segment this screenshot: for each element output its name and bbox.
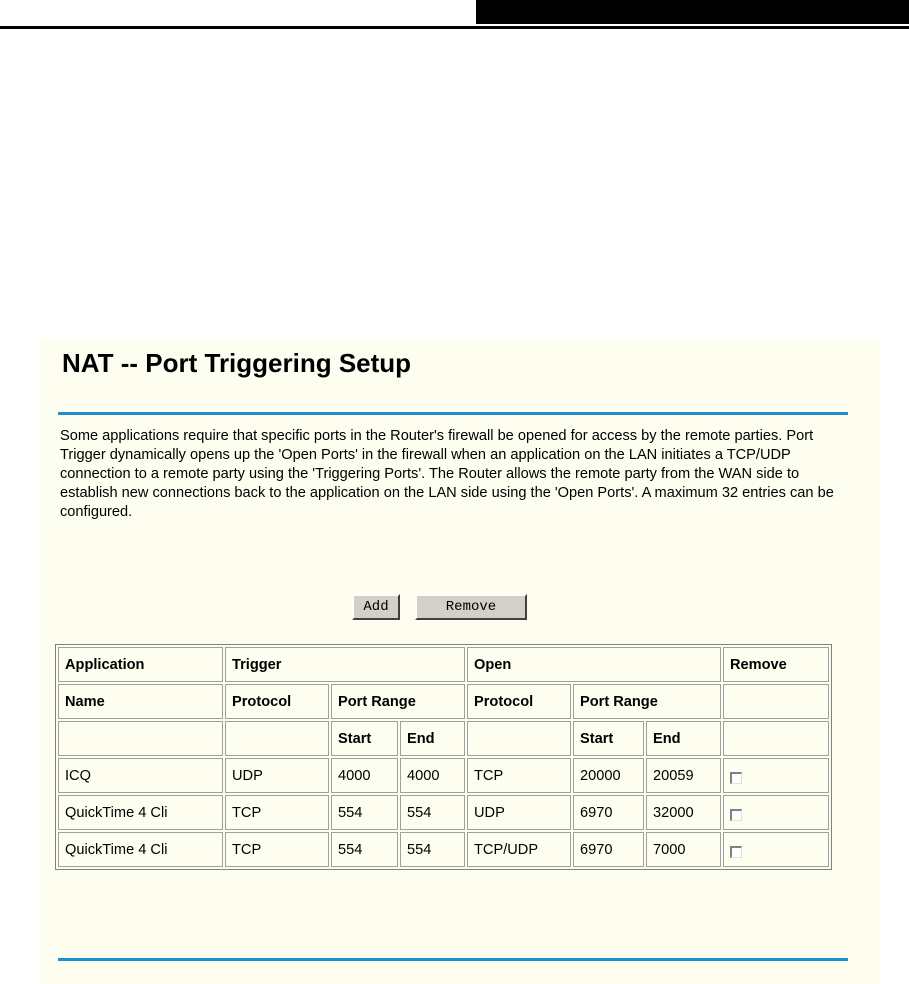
header-rule <box>0 26 909 29</box>
col-name: Name <box>58 684 223 719</box>
cell-trigger-protocol: UDP <box>225 758 329 793</box>
cell-trigger-end: 554 <box>400 795 465 830</box>
cell-open-end: 7000 <box>646 832 721 867</box>
cell-trigger-start: 554 <box>331 832 398 867</box>
port-triggering-table <box>55 644 832 870</box>
header-black-bar <box>476 0 909 24</box>
cell-remove <box>723 758 829 793</box>
header-row <box>58 721 829 756</box>
col-trigger-protocol: Protocol <box>225 684 329 719</box>
empty-cell <box>225 721 329 756</box>
table-row <box>58 832 829 867</box>
header-row <box>58 684 829 719</box>
empty-cell <box>723 721 829 756</box>
cell-open-start: 6970 <box>573 832 644 867</box>
cell-remove <box>723 795 829 830</box>
add-button[interactable]: Add <box>352 594 400 620</box>
col-open-port-range: Port Range <box>573 684 721 719</box>
col-open-start: Start <box>573 721 644 756</box>
col-application: Application <box>58 647 223 682</box>
remove-checkbox[interactable] <box>730 846 742 858</box>
cell-open-start: 20000 <box>573 758 644 793</box>
cell-name: QuickTime 4 Cli <box>58 832 223 867</box>
cell-trigger-end: 4000 <box>400 758 465 793</box>
empty-cell <box>467 721 571 756</box>
cell-open-protocol: TCP/UDP <box>467 832 571 867</box>
table-row <box>58 758 829 793</box>
col-trigger-port-range: Port Range <box>331 684 465 719</box>
col-remove: Remove <box>723 647 829 682</box>
col-trigger-start: Start <box>331 721 398 756</box>
port-triggering-panel <box>40 338 880 984</box>
cell-trigger-start: 554 <box>331 795 398 830</box>
table-row <box>58 795 829 830</box>
col-open: Open <box>467 647 721 682</box>
col-trigger: Trigger <box>225 647 465 682</box>
footer-divider <box>58 958 848 961</box>
cell-trigger-protocol: TCP <box>225 795 329 830</box>
cell-open-protocol: TCP <box>467 758 571 793</box>
page-title: NAT -- Port Triggering Setup <box>62 348 412 378</box>
cell-open-end: 32000 <box>646 795 721 830</box>
cell-trigger-protocol: TCP <box>225 832 329 867</box>
title-divider <box>58 412 848 415</box>
description-text: Some applications require that specific ports in the Router's firewall be opened for access by the remote parties. Port Trigger dynamically opens up the 'Open Ports' in the firewall when an application on the LAN initiates a TCP/UDP connection to a remote party using the 'Triggering Ports'. The Router allows the remote party from the WAN side to establish new connections back to the application on the LAN side using the 'Open Ports'. A maximum 32 entries can be configured. <box>60 428 834 520</box>
cell-open-start: 6970 <box>573 795 644 830</box>
cell-name: QuickTime 4 Cli <box>58 795 223 830</box>
cell-open-end: 20059 <box>646 758 721 793</box>
header-row <box>58 647 829 682</box>
cell-name: ICQ <box>58 758 223 793</box>
empty-cell <box>58 721 223 756</box>
col-open-end: End <box>646 721 721 756</box>
remove-checkbox[interactable] <box>730 772 742 784</box>
cell-remove <box>723 832 829 867</box>
remove-checkbox[interactable] <box>730 809 742 821</box>
empty-cell <box>723 684 829 719</box>
col-trigger-end: End <box>400 721 465 756</box>
remove-button[interactable]: Remove <box>415 594 527 620</box>
col-open-protocol: Protocol <box>467 684 571 719</box>
cell-trigger-start: 4000 <box>331 758 398 793</box>
cell-trigger-end: 554 <box>400 832 465 867</box>
cell-open-protocol: UDP <box>467 795 571 830</box>
